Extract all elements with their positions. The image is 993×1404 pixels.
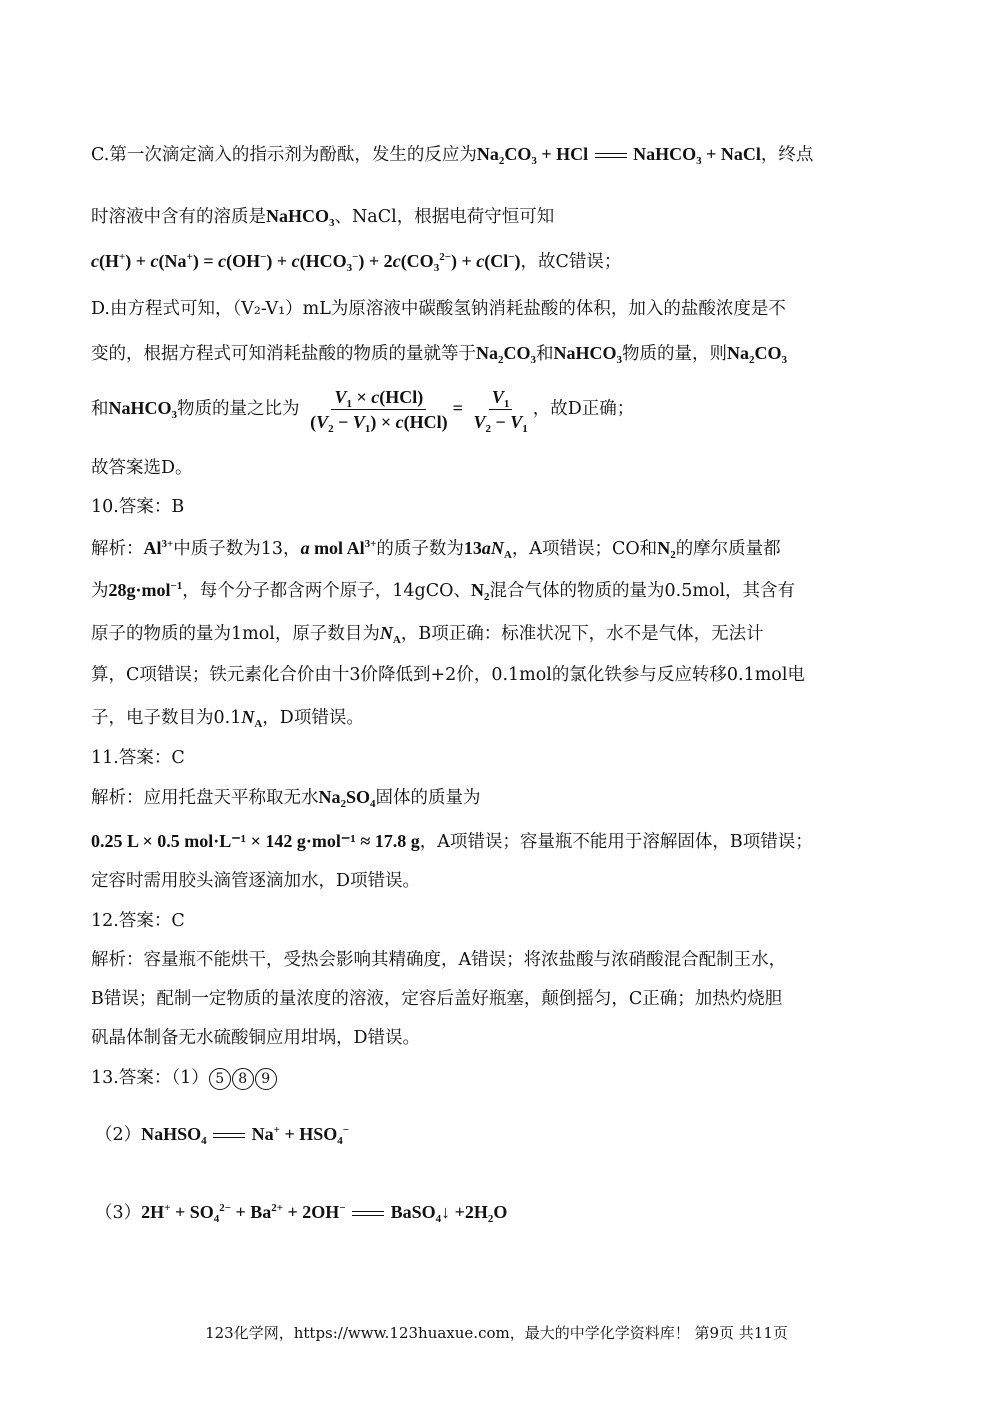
q12-answer: 12.答案：C: [91, 911, 185, 931]
d-line-1: D.由方程式可知，（V₂-V₁）mL为原溶液中碳酸氢钠消耗盐酸的体积，加入的盐酸浓度是不: [91, 299, 786, 319]
q11-line-3: 定容时需用胶头滴管逐滴加水，D项错误。: [91, 871, 421, 891]
q10-line-2: 为28g·mol$^{-1}$，每个分子都含两个原子，14gCO、$N_2$混合气体的物质的量为0.5mol，其含有: [91, 580, 796, 603]
charge-balance-equation: $c(H^+) + c(Na^+) = c(OH^-) + c(HCO_3^-) + 2c(CO_3^{2-}) + c(Cl^-)$，故C错误；: [91, 251, 622, 274]
q10-answer: 10.答案：B: [91, 497, 185, 517]
q10-line-5: 子，电子数目为$0.1N_A$，D项错误。: [91, 707, 364, 730]
reaction-formula: $Na_2CO_3$ + HCl NaHCO$_3$ + NaCl: [476, 144, 761, 167]
q13-part-2: （2）NaHSO$_4$ $Na^+ + HSO_4^-$: [95, 1124, 349, 1147]
q13-answer: 13.答案：（1） 5 8 9: [91, 1066, 903, 1090]
circled-number: 9: [255, 1068, 277, 1090]
c-line-2: 时溶液中含有的溶质是NaHCO$_3$、NaCl，根据电荷守恒可知: [91, 206, 555, 229]
d-line-3: 和NaHCO$_3$物质的量之比为 $\frac{V_1 \times c(HCl)}{(V_2 - V_1) \times c(HCl)}$ = $\frac{V_1}{V_2 - V_1}$ ，故D正确；: [91, 387, 635, 435]
q12-line-2: B错误；配制一定物质的量浓度的溶液，定容后盖好瓶塞，颠倒摇匀，C正确；加热灼烧胆: [91, 989, 783, 1009]
answer-d: 故答案选D。: [91, 458, 193, 478]
ratio-simplified: $\frac{V_1}{V_2 - V_1}$: [473, 387, 528, 435]
q12-line-1: 解析：容量瓶不能烘干，受热会影响其精确度，A错误；将浓盐酸与浓硝酸混合配制王水，: [91, 950, 787, 970]
circled-number: 8: [232, 1068, 254, 1090]
q10-line-3: 原子的物质的量为1mol，原子数目为$N_A$，B项正确：标准状况下，水不是气体，无法计: [91, 623, 764, 646]
circled-number: 5: [209, 1068, 231, 1090]
q11-line-2: 0.25 L × 0.5 mol·L⁻¹ × 142 g·mol⁻¹ ≈ 17.8 g，A项错误；容量瓶不能用于溶解固体，B项错误；: [91, 831, 813, 852]
q13-part-3: $(3)2H^+ + SO_4^{2-} + Ba^{2+} + 2OH^-$ BaSO$_4$↓ $+2H_2O$: [95, 1202, 508, 1225]
q11-line-1: 解析：应用托盘天平称取无水$Na_2SO_4$固体的质量为: [91, 787, 481, 810]
c-line-1: C.第一次滴定滴入的指示剂为酚酞，发生的反应为$Na_2CO_3$ + HCl NaHCO$_3$ + NaCl，终点: [91, 144, 814, 167]
q11-answer: 11.答案：C: [91, 748, 185, 768]
ratio-fraction: $\frac{V_1 \times c(HCl)}{(V_2 - V_1) \times c(HCl)}$: [310, 387, 448, 435]
q10-line-4: 算，C项错误；铁元素化合价由十3价降低到+2价，0.1mol的氯化铁参与反应转移0.1mol电: [91, 665, 805, 685]
q10-line-1: 解析：$Al^{3+}$中质子数为13，a mol $Al^{3+}$的质子数为$13aN_A$，A项错误；CO和$N_2$的摩尔质量都: [91, 538, 781, 561]
d-line-2: 变的，根据方程式可知消耗盐酸的物质的量就等于$Na_2CO_3$和NaHCO$_3$物质的量，则$Na_2CO_3$: [91, 343, 787, 366]
q12-line-3: 矾晶体制备无水硫酸铜应用坩埚，D错误。: [91, 1028, 421, 1048]
page-footer: 123化学网，https://www.123huaxue.com，最大的中学化学资料库！ 第9页 共11页: [205, 1324, 788, 1342]
